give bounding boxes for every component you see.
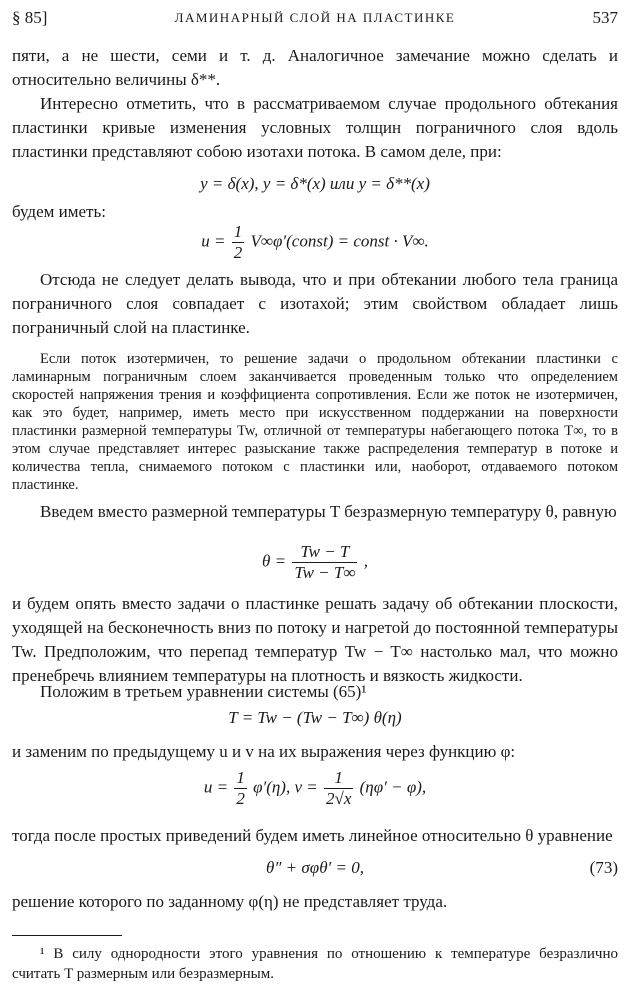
eq3-fraction — [292, 542, 357, 583]
equation-uv — [12, 768, 618, 809]
eq5-v-right: (ηφ′ − φ), — [359, 777, 427, 797]
paragraph-solution: решение которого по заданному φ(η) не представляет труда. — [12, 892, 448, 911]
eq5-u-denominator: 2 — [236, 789, 245, 808]
eq5-u-left: u = — [203, 777, 229, 797]
eq3-tail: , — [363, 551, 368, 571]
paragraph-linear-equation: тогда после простых приведений будем иметь линейное относительно θ уравнение — [12, 826, 613, 845]
footnote: ¹ В силу однородности этого уравнения по отношению к температуре безразлично считать T размерным или безразмерным. — [12, 946, 618, 982]
eq2-left: u = — [201, 231, 226, 251]
eq2-fraction — [232, 222, 245, 263]
equation-velocity-const — [12, 222, 618, 263]
running-title: ЛАМИНАРНЫЙ СЛОЙ НА ПЛАСТИНКЕ — [174, 10, 456, 25]
paragraph-dimensionless-temp: Введем вместо размерной температуры T безразмерную температуру θ, равную — [40, 502, 617, 521]
equation-temperature: T = Tw − (Tw − T∞) θ(η) — [228, 708, 402, 727]
eq3-numerator: Tw − T — [292, 542, 357, 563]
eq5-v-fraction — [324, 768, 353, 809]
paragraph-substitution: Положим в третьем уравнении системы (65)¹ — [40, 682, 367, 701]
eq5-u-fraction — [234, 768, 247, 809]
eq3-left: θ = — [262, 551, 287, 571]
eq2-denominator: 2 — [233, 243, 243, 262]
footnote-rule — [12, 935, 122, 936]
eq5-v-denominator: 2√x — [325, 789, 352, 808]
paragraph-we-have: будем иметь: — [12, 202, 106, 221]
paragraph-isothermal: Если поток изотермичен, то решение задачи о продольном обтекании пластинки с ламинарным пограничным слоем заканчивается проведенным только что определением скоростей напряжения трения и коэффициента сопротивления. Если же поток не изотермичен, как это будет, например, иметь место при искусственном поддержании на поверхности пластинки размерной температуры Tw, отличной от температуры набегающего потока T∞, то в этом случае представляет интерес разыскание также распределения температур в потоке и количества тепла, снимаемого потоком с пластинки или, наоборот, отдаваемого потоком пластинке. — [12, 351, 618, 493]
paragraph-continuation: пяти, а не шести, семи и т. д. Аналогичное замечание можно сделать и относительно величины δ**. — [12, 46, 618, 89]
section-number: § 85] — [12, 8, 48, 27]
paragraph-isotachs: Интересно отметить, что в рассматриваемом случае продольного обтекания пластинки кривые изменения условных толщин пограничного слоя вдоль пластинки представляют собою изотахи потока. В самом деле, при: — [12, 94, 618, 161]
paragraph-replace-uv: и заменим по предыдущему u и v на их выражения через функцию φ: — [12, 742, 516, 761]
eq5-v-numerator: 1 — [324, 768, 353, 789]
equation-number-73: (73) — [589, 858, 618, 877]
eq5-u-right: φ′(η), v = — [253, 777, 318, 797]
eq2-right: V∞φ′(const) = const · V∞. — [250, 231, 429, 251]
eq2-numerator: 1 — [233, 222, 243, 241]
equation-73: θ″ + σφθ′ = 0, — [266, 858, 364, 877]
equation-theta — [12, 542, 618, 583]
page-number: 537 — [592, 8, 618, 27]
page-header — [12, 8, 618, 32]
paragraph-plane-problem: и будем опять вместо задачи о пластинке решать задачу об обтекании плоскости, уходящей на бесконечность вниз по потоку и нагретой до постоянной температуры Tw. Предположим, что перепад температур Tw − T∞ настолько мал, что можно пренебречь влиянием температуры на плотность и вязкость жидкости. — [12, 594, 618, 685]
paragraph-conclusion: Отсюда не следует делать вывода, что и при обтекании любого тела граница пограничного слоя совпадает с изотахой; этим свойством обладает лишь пограничный слой на пластинке. — [12, 270, 618, 337]
equation-thickness-curves: y = δ(x), y = δ*(x) или y = δ**(x) — [200, 174, 430, 193]
eq3-denominator: Tw − T∞ — [294, 563, 356, 582]
eq5-u-numerator: 1 — [236, 768, 245, 787]
